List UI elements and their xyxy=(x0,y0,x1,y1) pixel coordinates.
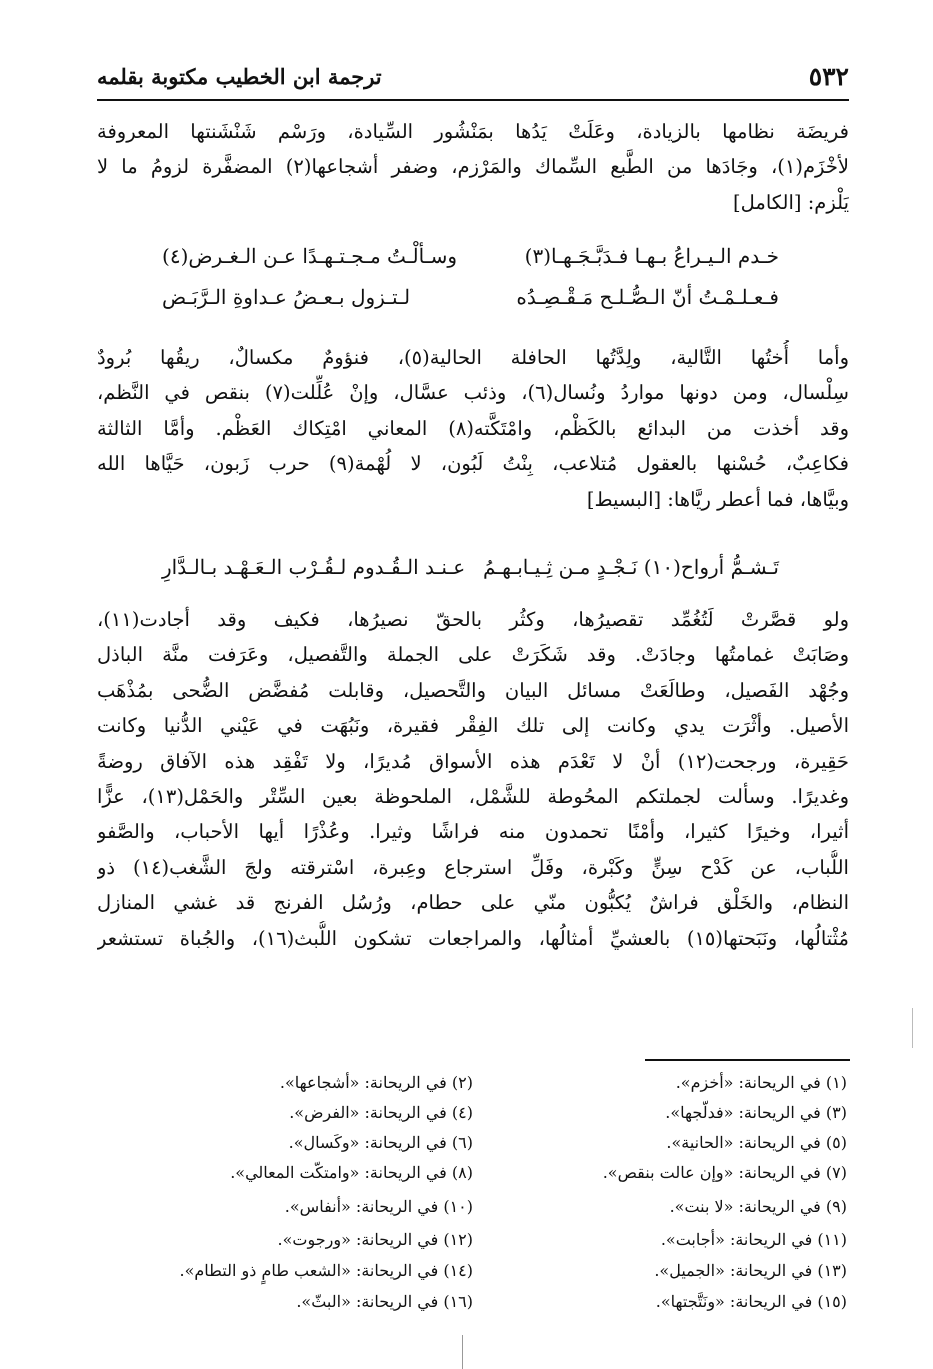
text-line: يَلْزم: [الكامل] xyxy=(733,190,849,214)
verse-line xyxy=(97,555,849,591)
text-line: وقد أخذت من البدائع بالكَظْم، وامْتَكَّته(٨) المعاني امْتِكاك العَظْم. وأمَّا الثالثة xyxy=(97,416,849,440)
footnote: (٩) في الريحانة: «لا بنت». xyxy=(669,1197,847,1216)
text-line: الأصيل. وأثْرَت يدي وكانت إلى تلك الفِقْر فقيرة، ونَبُهَت في عَيْني الدُّنيا وكانت xyxy=(97,714,849,738)
page-header xyxy=(97,60,849,96)
text-line: فريضَة نظامها بالزيادة، وعَلَتْ يَدُها بمَنْشُور السِّيادة، ورَسْم شَنْشَنتها المعروفة xyxy=(97,120,849,143)
text-line: ولو قصَّرتْ لَتُغُمِّد تقصيرُها، وكثُر بالحقّ نصيرُها، فكيف وقد أجادت(١١)، xyxy=(97,608,849,631)
footnote: (٧) في الريحانة: «وإن عالت بنقص». xyxy=(602,1163,847,1182)
page-number: ٥٣٢ xyxy=(808,62,849,91)
text-line: وصَابَتْ غمامتُها وجادَتْ. وقد شَكَرَتْ على الجملة والتَّفصيل، وعَرَفت منَّة الباذل xyxy=(97,643,849,667)
text-line: وبيَّاها، فما أعطر ريَّاها: [البسيط] xyxy=(586,487,849,511)
footnote: (١) في الريحانة: «أخزم». xyxy=(675,1073,847,1092)
footnote-separator xyxy=(645,1059,850,1061)
footnote: (٣) في الريحانة: «فدلّجها». xyxy=(665,1103,847,1122)
footnote: (٤) في الريحانة: «الفرض». xyxy=(289,1103,473,1122)
footnote: (١٠) في الريحانة: «أنفاس». xyxy=(284,1197,473,1216)
paragraph-1 xyxy=(97,114,849,220)
paragraph-3 xyxy=(97,602,849,956)
footnote: (٢) في الريحانة: «أشجاعها». xyxy=(279,1073,473,1092)
header-rule xyxy=(97,99,849,101)
verse-line xyxy=(97,285,849,321)
verse-hemistich-first: فـعـلـمْـتُ أنّ الـصُّـلـح مَـقْـصِـدُه xyxy=(516,285,779,309)
verse-hemistich-first: تَـشـمُّ أرواح(١٠) نَـجْـدٍ مـن ثِـيـابـهـمُ xyxy=(482,555,779,579)
text-line: مُثْتالُها، ونَبَحتها(١٥) بالعشيِّ أمثالُها، والمراجعات تشكون اللُّبث(١٦)، والجُباة تستشعر xyxy=(97,926,849,950)
footnote: (٨) في الريحانة: «وامتكّت المعالي». xyxy=(230,1163,473,1182)
text-line: النظام، والخَلْق فراشٌ يُكبُّون منّي على حطام، ورُسُل الفرنج قد غشي المنازل xyxy=(97,891,849,915)
footnote: (١٦) في الريحانة: «البثّ». xyxy=(296,1292,473,1311)
text-line: حَقِيرة، ورجحت(١٢) أنْ لا تَعْدَم هذه الأسواق مُديرًا، ولا تَفْقِد هذه الآفاق روضةً xyxy=(97,749,849,773)
footnote: (٦) في الريحانة: «وكَسال». xyxy=(288,1133,473,1152)
running-title: ترجمة ابن الخطيب مكتوبة بقلمه xyxy=(97,64,382,89)
verse-line xyxy=(97,244,849,280)
footnote: (١١) في الريحانة: «أجابت». xyxy=(660,1230,847,1249)
verse-hemistich-second: لـتـزول بـعـضُ عـداوةِ الـرَّبَـض xyxy=(162,285,411,309)
scan-fold-mark xyxy=(462,1335,463,1369)
footnote: (١٢) في الريحانة: «ورجوت». xyxy=(277,1230,473,1249)
footnote: (١٣) في الريحانة: «الجميل». xyxy=(654,1261,847,1280)
text-line: سِلْسال، ومن دونها مواردُ ونُسال(٦)، وذئب عسَّال، وإنْ عُلِّلت(٧) بنقص في النَّظم، xyxy=(97,381,849,405)
footnote: (٥) في الريحانة: «الحانية». xyxy=(666,1133,847,1152)
footnote: (١٤) في الريحانة: «الشعب طامٍ ذو التطام». xyxy=(179,1261,473,1280)
text-line: وغديرًا. وسألت لجملتكم المحُوطة للشَّمْل، الملحوظة بعين السِّتْر والحَمْل(١٣)، عزًّا xyxy=(97,785,849,809)
scan-edge-mark xyxy=(912,1008,913,1048)
text-line: اللُّباب، عن كَدْح سِنٍّ وكَبْرة، وفَلِّ استرجاع وعِبرة، اسْترقته ولجَ الشَّغب(١٤) ذو xyxy=(97,855,849,879)
text-line: وجُهْد الفَصيل، وطالَعَتْ مسائل البيان والتَّحصيل، وقابلت مُفضَّض الضُّحى بمُذْهَب xyxy=(97,678,849,702)
text-line: أثيرا، وخيرًا كثيرا، وأمْنًا تحمدون منه فراشًا وثيرا. وعُذْرًا أيها الأحباب، والصَّفو xyxy=(97,820,849,844)
verse-hemistich-first: خـدم الـيـراعُ بـهـا فـدَبَّـجَـهـا(٣) xyxy=(524,244,779,268)
text-line: وأما أُختُها التَّالية، ولِدَّتُها الحافلة الحالية(٥)، فنؤومٌ مكسالٌ، ريقُها بُرودٌ xyxy=(97,346,849,369)
paragraph-2 xyxy=(97,340,849,517)
text-line: لأخْزَم(١)، وجَادَها من الطَّبع السِّماك والمَرْزم، وضفر أشجاعها(٢) المضفَّرة لزومُ ما لا xyxy=(97,155,849,179)
text-line: فكاعِبٌ، حُسْنها بالعقول مُتلاعب، بِنْتُ لَبُون، لا لُهْمة(٩) حرب زَبون، حَيَّاها الله xyxy=(97,452,849,476)
verse-hemistich-second: عـنـد الـقُـدوم لـقُـرْب الـعَـهْـد بـالـدَّارِ xyxy=(162,555,466,579)
verse-hemistich-second: وسـألْـتُ مـجـتـهـدًا عـن الـغـرض(٤) xyxy=(162,244,458,268)
footnote: (١٥) في الريحانة: «ونَتَّجتها». xyxy=(655,1292,847,1311)
